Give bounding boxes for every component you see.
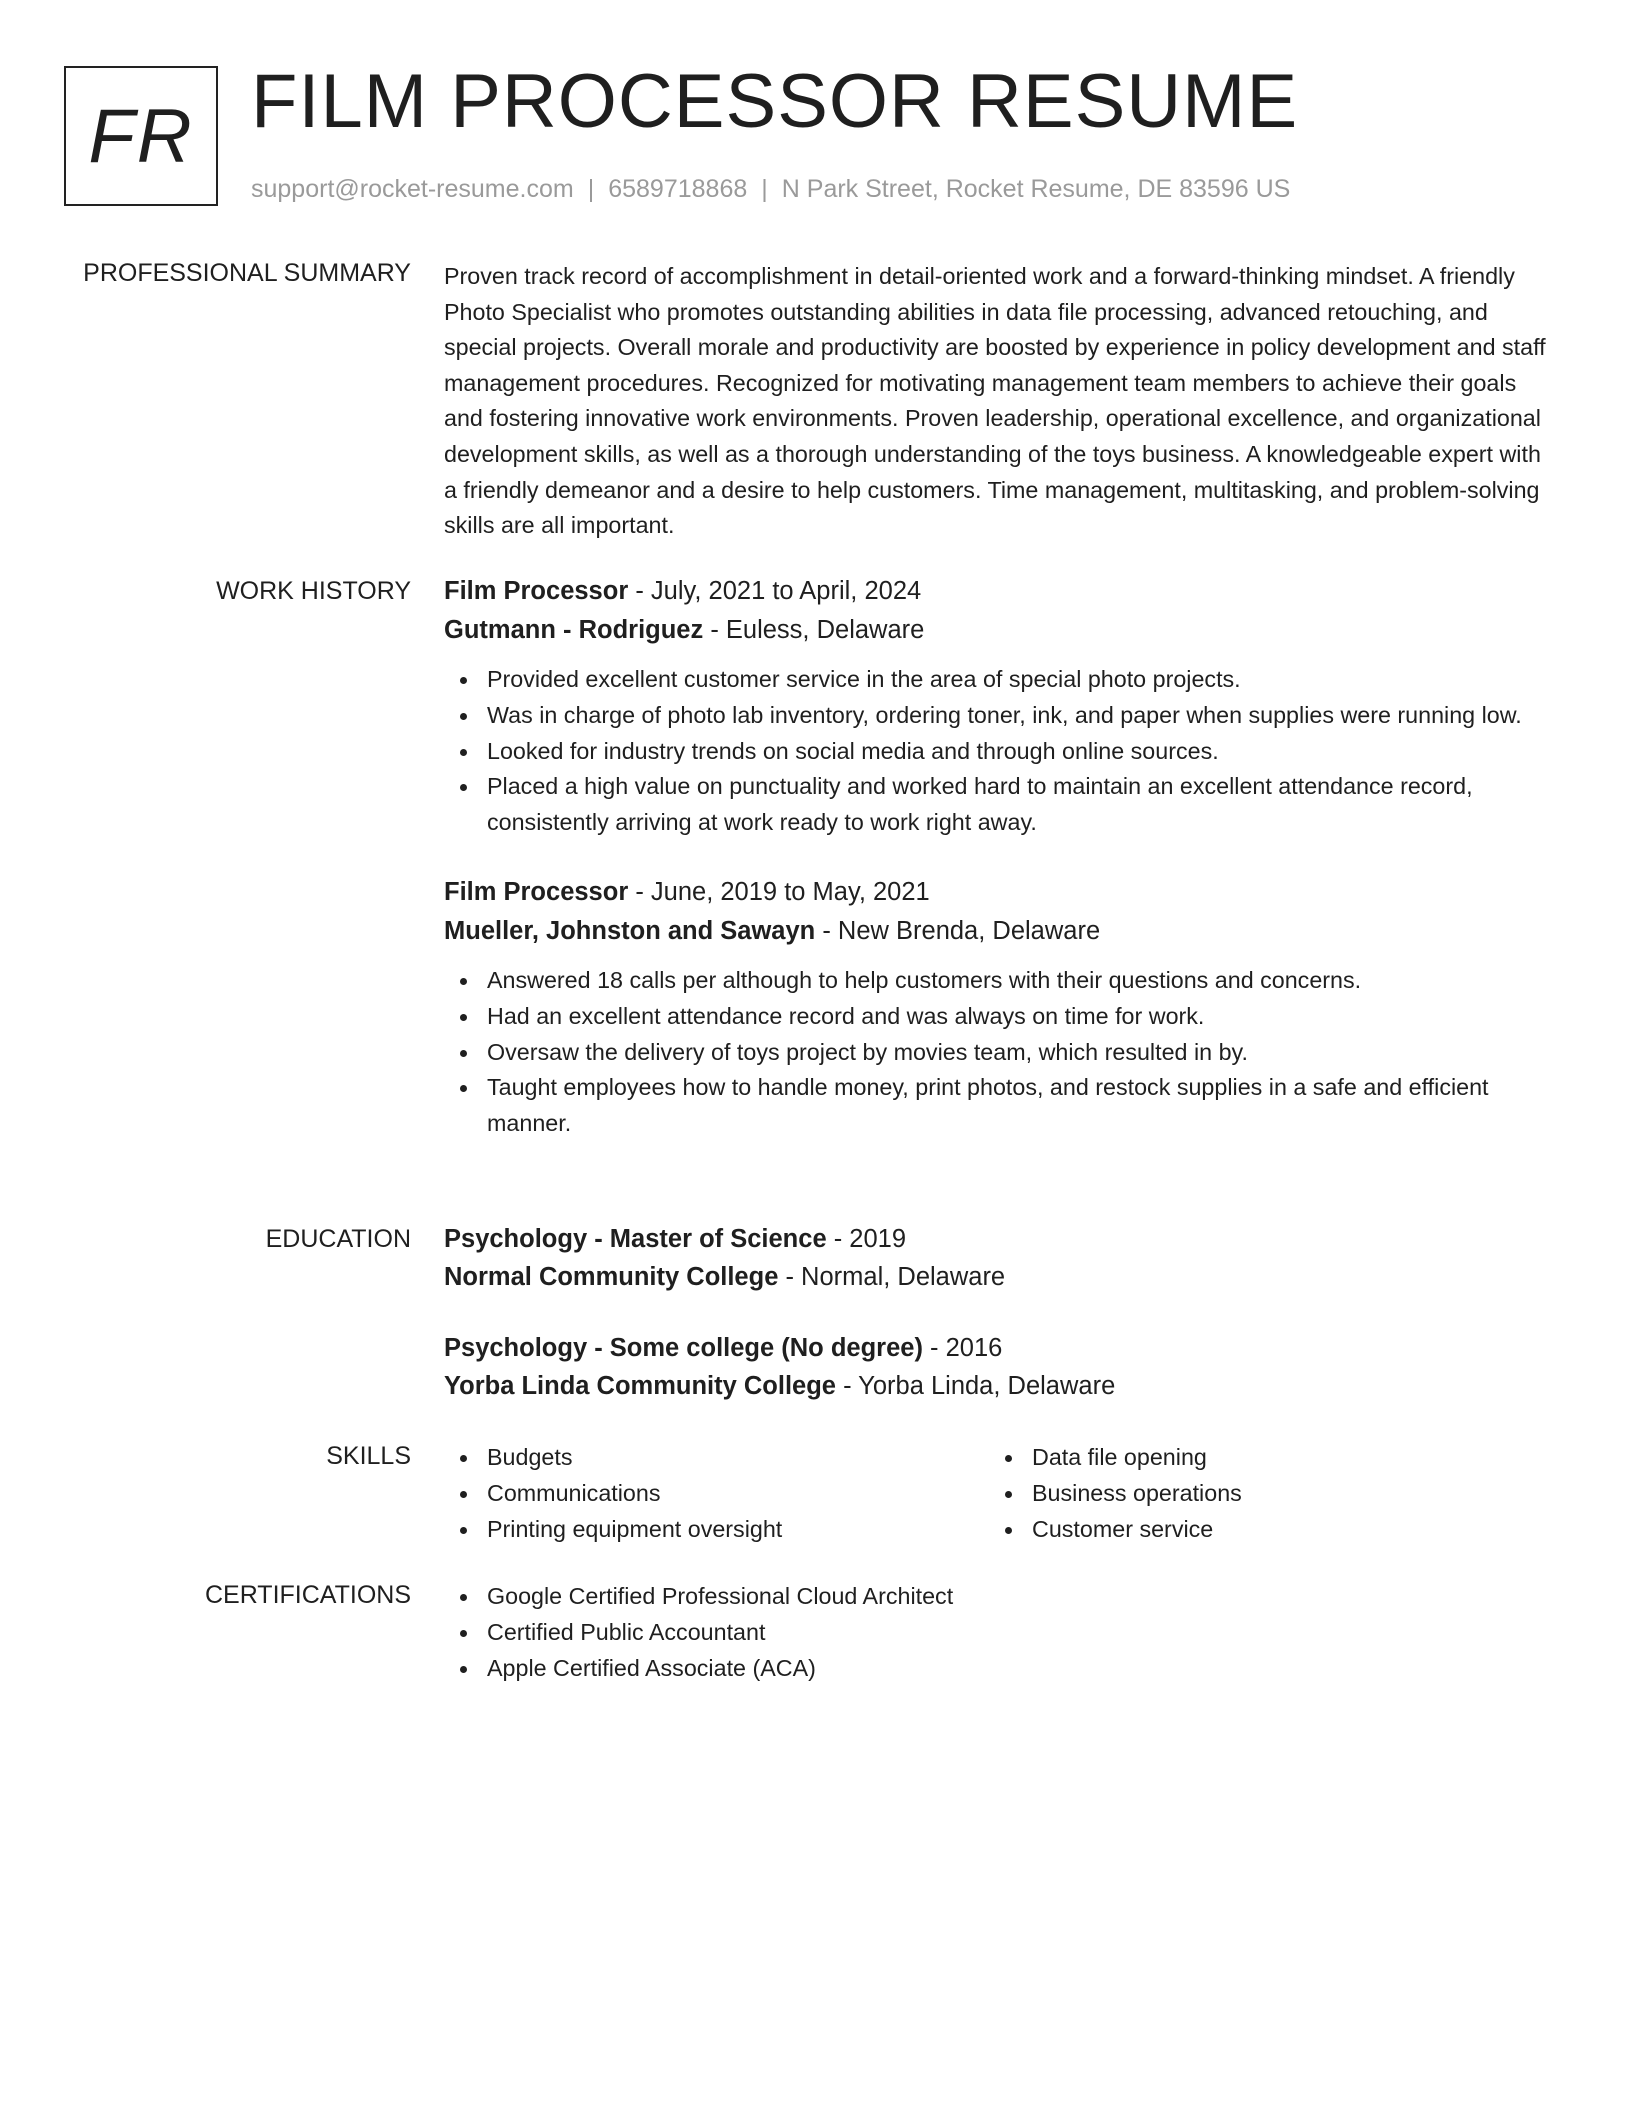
job-company-line [444,611,1554,650]
separator: | [761,175,768,203]
monogram: FR [64,66,218,206]
certification-item: Google Certified Professional Cloud Architect [444,1579,1554,1615]
list-item: Answered 18 calls per although to help customers with their questions and concerns. [444,963,1554,999]
skills-column [444,1440,989,1547]
job-title-line [444,572,1554,611]
summary-body [444,259,1554,544]
skill-item: Printing equipment oversight [444,1512,989,1548]
skills-grid [444,1440,1554,1547]
education-body [444,1220,1554,1405]
job-company-line [444,912,1554,951]
job-title: Film Processor [444,577,629,605]
list-item: Provided excellent customer service in the area of special photo projects. [444,662,1554,698]
school-line [444,1367,1554,1405]
section-label: CERTIFICATIONS [204,1581,411,1609]
separator: | [587,175,595,203]
education-entry [444,1329,1554,1405]
section-label: SKILLS [326,1442,411,1470]
phone: 6589718868 [608,175,748,203]
list-item: Oversaw the delivery of toys project by movies team, which resulted in by. [444,1035,1554,1071]
skill-item: Data file opening [989,1440,1534,1476]
skills-body [444,1440,1554,1547]
job-bullets [444,662,1554,841]
degree: Psychology - Some college (No degree) [444,1334,923,1362]
school-location: - Yorba Linda, Delaware [835,1372,1116,1400]
work-body [444,572,1554,1142]
school: Yorba Linda Community College [444,1372,836,1400]
school: Normal Community College [444,1263,779,1291]
job-location: - Euless, Delaware [703,616,925,644]
degree: Psychology - Master of Science [444,1225,827,1253]
page-title: FILM PROCESSOR RESUME [251,59,1299,144]
job-title: Film Processor [444,877,629,906]
job-company: Gutmann - Rodriguez [444,616,704,644]
list-item: Was in charge of photo lab inventory, ordering toner, ink, and paper when supplies were running low. [444,698,1554,734]
list-item: Looked for industry trends on social media and through online sources. [444,734,1554,770]
job-dates: - June, 2019 to May, 2021 [628,877,930,906]
school-location: - Normal, Delaware [778,1263,1006,1291]
section-label: PROFESSIONAL SUMMARY [83,259,411,287]
skill-item: Communications [444,1476,989,1512]
skill-item: Budgets [444,1440,989,1476]
certification-item: Certified Public Accountant [444,1615,1554,1651]
certifications-body [444,1579,1554,1686]
contact-line [251,172,1290,206]
job-bullets [444,963,1554,1142]
summary-text: Proven track record of accomplishment in detail-oriented work and a forward-thinking mindset. A friendly Photo Specialist who promotes outstanding abilities in data file processing, advanced retouching, and special projects. Overall morale and productivity are boosted by experience in policy development and staff management procedures. Recognized for motivating management team members to achieve their goals and fostering innovative work environments. Proven leadership, operational excellence, and organizational development skills, as well as a thorough understanding of the toys business. A knowledgeable expert with a friendly demeanor and a desire to help customers. Time management, multitasking, and problem-solving skills are all important. [444,263,1546,539]
job-entry [444,572,1554,841]
list-item: Taught employees how to handle money, print photos, and restock supplies in a safe and efficient manner. [444,1070,1554,1142]
degree-line [444,1329,1554,1367]
certification-item: Apple Certified Associate (ACA) [444,1651,1554,1687]
address: N Park Street, Rocket Resume, DE 83596 US [781,175,1291,203]
skill-item: Customer service [989,1512,1534,1548]
skill-item: Business operations [989,1476,1534,1512]
degree-line [444,1220,1554,1258]
list-item: Had an excellent attendance record and was always on time for work. [444,999,1554,1035]
certifications-list [444,1579,1554,1686]
list-item: Placed a high value on punctuality and worked hard to maintain an excellent attendance record, consistently arriving at work ready to work right away. [444,769,1554,841]
email: support@rocket-resume.com [251,175,574,203]
job-dates: - July, 2021 to April, 2024 [628,577,922,605]
school-line [444,1258,1554,1296]
section-label: WORK HISTORY [216,577,411,605]
job-entry [444,873,1554,1142]
education-entry [444,1220,1554,1296]
section-label: EDUCATION [265,1225,411,1253]
job-title-line [444,873,1554,912]
degree-year: - 2019 [826,1225,907,1253]
degree-year: - 2016 [922,1334,1003,1362]
job-location: - New Brenda, Delaware [815,916,1101,945]
skills-column [989,1440,1534,1547]
job-company: Mueller, Johnston and Sawayn [444,916,816,945]
